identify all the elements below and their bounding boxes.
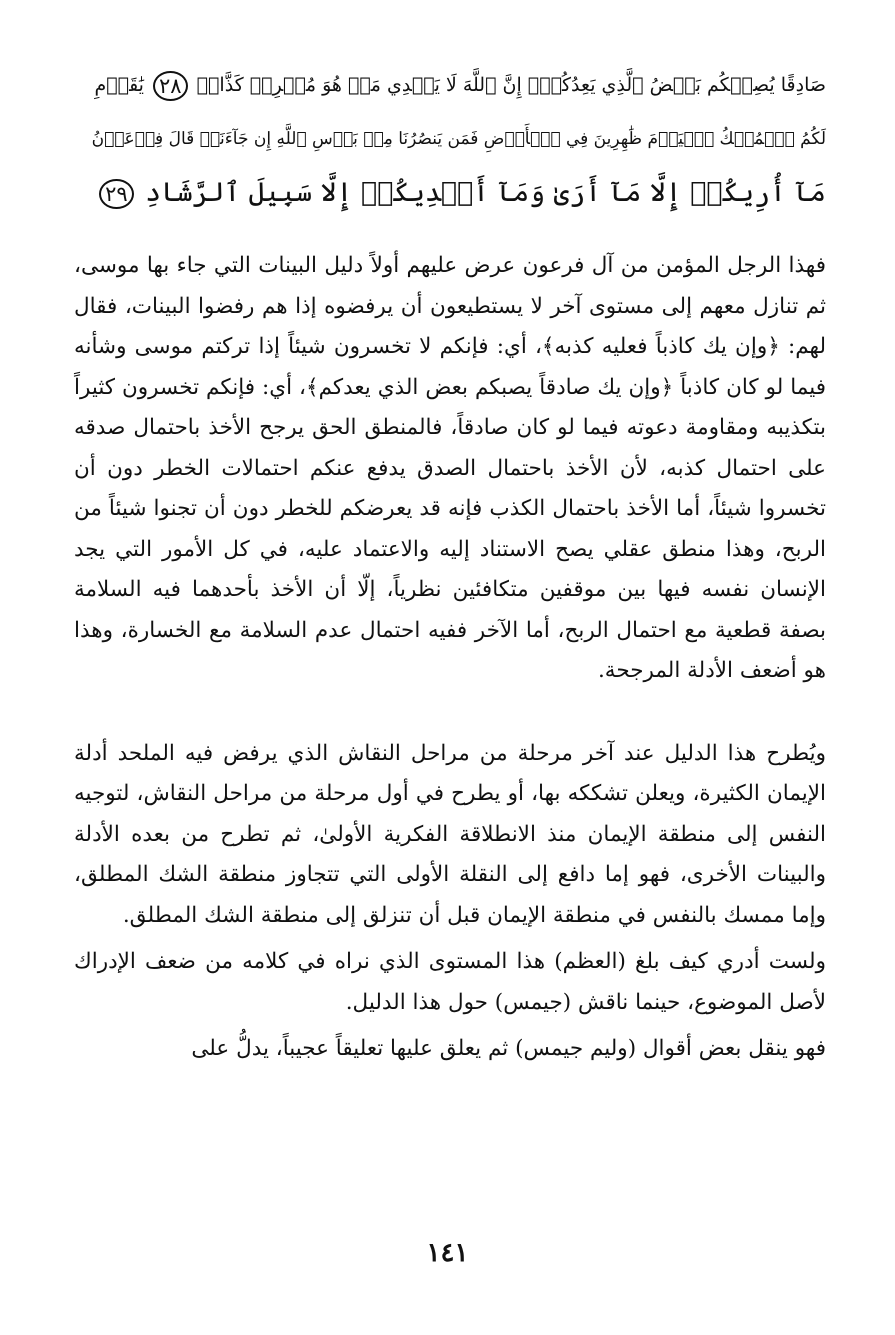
verse-line-3 <box>74 166 826 220</box>
quran-verse-block <box>74 58 826 220</box>
ayah-number-marker: ٢٩ <box>99 179 134 209</box>
verse-line-2 <box>74 112 826 166</box>
paragraph-3: ولست أدري كيف بلغ (العظم) هذا المستوى الذي نراه في كلامه من ضعف الإدراك لأصل الموضوع، حينما ناقش (جيمس) حول هذا الدليل. <box>74 949 826 1015</box>
paragraph-2: ويُطرح هذا الدليل عند آخر مرحلة من مراحل النقاش الذي يرفض فيه الملحد أدلة الإيمان الكثيرة، ويعلن تشككه بها، أو يطرح في أول مرحلة من مراحل النقاش، لتوجيه النفس إلى منطقة الإيمان منذ الانطلاقة الفكرية الأولىٰ، ثم تطرح من بعده الأدلة والبينات الأخرى، فهو إما دافع إلى النقلة الأولى التي تتجاوز منطقة الشك المطلق، وإما ممسك بالنفس في منطقة الإيمان قبل أن تنزلق إلى منطقة الشك المطلق. <box>74 740 826 928</box>
book-page <box>74 58 826 1070</box>
ayah-number-marker: ٢٨ <box>153 71 188 101</box>
paragraph-4: فهو ينقل بعض أقوال (وليم جيمس) ثم يعلق عليها تعليقاً عجيباً، يدلُّ على <box>191 1036 826 1061</box>
verse-text: صَادِقًا يُصِبۡكُم بَعۡضُ ٱلَّذِي يَعِدُكُمۡۖ إِنَّ ٱللَّهَ لَا يَهۡدِي مَنۡ هُوَ مُسۡرِفٞ كَذَّابٞ <box>196 74 826 96</box>
paragraph-1: فهذا الرجل المؤمن من آل فرعون عرض عليهم أولاً دليل البينات التي جاء بها موسى، ثم تنازل معهم إلى مستوى آخر لا يستطيعون أن يرفضوه إذا هم رفضوا البينات، فقال لهم: ﴿وإن يك كاذباً فعليه كذبه﴾، أي: فإنكم لا تخسرون شيئاً إذا تركتم موسى وشأنه فيما لو كان كاذباً ﴿وإن يك صادقاً يصبكم بعض الذي يعدكم﴾، أي: فإنكم تخسرون كثيراً بتكذيبه ومقاومة دعوته فيما لو كان صادقاً، فالمنطق الحق يرجح الأخذ باحتمال صدقه على احتمال كذبه، لأن الأخذ باحتمال الصدق يدفع عنكم احتمالات الخطر دون أن تخسروا شيئاً، أما الأخذ باحتمال الكذب فإنه قد يعرضكم للخطر دون أن تجنوا شيئاً من الربح، وهذا منطق عقلي يصح الاستناد إليه والاعتماد عليه، في كل الأمور التي يجد الإنسان نفسه فيها بين موقفين متكافئين نظرياً، إلّا أن الأخذ بأحدهما فيه السلامة بصفة قطعية مع احتمال الربح، أما الآخر ففيه احتمال عدم السلامة مع الخسارة، وهذا هو أضعف الأدلة المرجحة. <box>74 253 826 683</box>
verse-text: لَكُمُ ٱلۡمُلۡكُ ٱلۡيَوۡمَ ظَٰهِرِينَ فِي ٱلۡأَرۡضِ فَمَن يَنصُرُنَا مِنۢ بَأۡسِ ٱللَّهِ إِن جَآءَنَاۚ قَالَ فِرۡعَوۡنُ <box>91 129 826 149</box>
page-number: ١٤١ <box>426 1238 469 1268</box>
verse-text: يَٰقَوۡمِ <box>94 74 144 96</box>
verse-text: مَآ أُرِيكُمۡ إِلَّا مَآ أَرَىٰ وَمَآ أَهۡدِيكُمۡ إِلَّا سَبِيلَ ٱلرَّشَادِ <box>145 177 826 208</box>
verse-line-1 <box>74 58 826 112</box>
